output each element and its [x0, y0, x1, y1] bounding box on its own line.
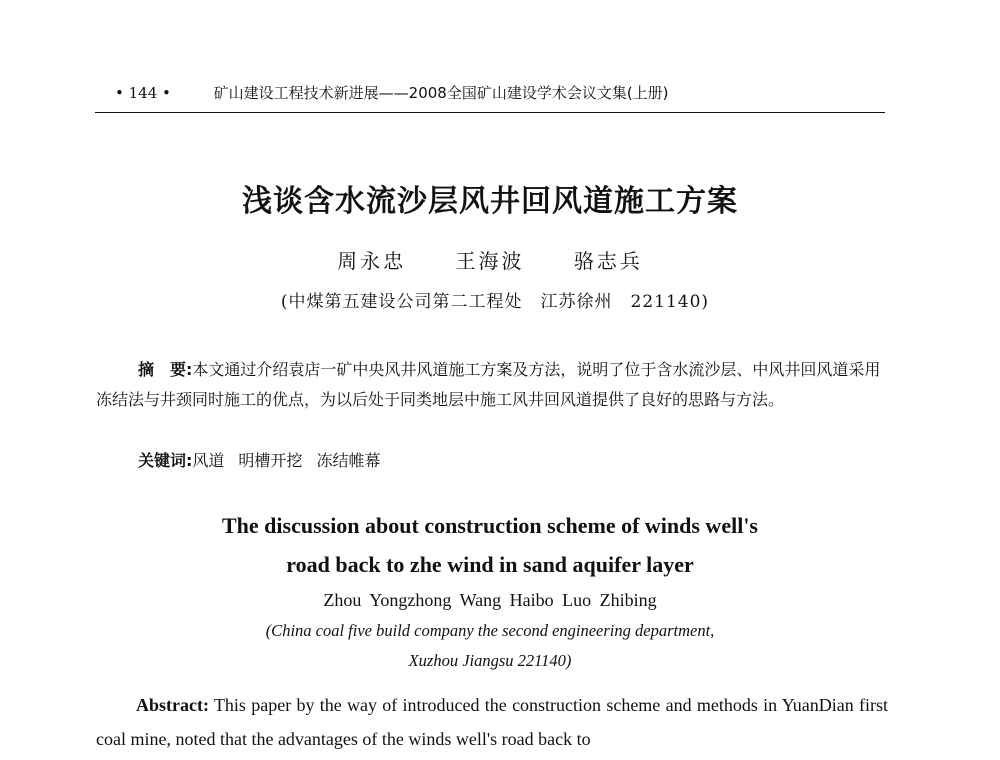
paper-title-cn: 浅谈含水流沙层风井回风道施工方案: [242, 184, 738, 219]
book-title: 矿山建设工程技术新进展——2008全国矿山建设学术会议文集(上册): [213, 84, 669, 102]
header-rule: [95, 112, 885, 113]
abstract-en-label: Abstract:: [136, 695, 209, 715]
paper-title-en-line1: The discussion about construction scheme of winds well's: [221, 513, 758, 538]
keyword: 风道: [192, 451, 225, 470]
abstract-cn-label: 摘 要:: [138, 360, 193, 379]
authors-cn: 周永忠 王海波 骆志兵: [337, 249, 643, 273]
paper-title-en-line2: road back to zhe wind in sand aquifer layer: [286, 552, 694, 577]
abstract-en-text: This paper by the way of introduced the construction scheme and methods in YuanDian first coal mine, noted that the advantages of the winds well's road back to: [96, 695, 888, 749]
affiliation-cn: (中煤第五建设公司第二工程处 江苏徐州 221140): [280, 292, 710, 312]
affiliation-en-line1: (China coal five build company the second engineering department,: [265, 621, 715, 640]
affiliation-en-line2: Xuzhou Jiangsu 221140): [408, 651, 572, 670]
abstract-en: [96, 688, 888, 756]
running-header: [95, 82, 885, 103]
keyword: 明槽开挖: [238, 451, 303, 470]
abstract-cn: [96, 355, 886, 415]
abstract-cn-text: 本文通过介绍袁店一矿中央风井风道施工方案及方法，说明了位于含水流沙层、中风井回风道采用冻结法与井颈同时施工的优点，为以后处于同类地层中施工风井回风道提供了良好的思路与方法。: [96, 360, 881, 409]
keywords-cn: [138, 448, 394, 471]
page-number: • 144 •: [115, 84, 171, 102]
authors-en: Zhou Yongzhong Wang Haibo Luo Zhibing: [323, 590, 657, 610]
keywords-label: 关键词:: [138, 451, 193, 470]
keyword: 冻结帷幕: [316, 451, 381, 470]
